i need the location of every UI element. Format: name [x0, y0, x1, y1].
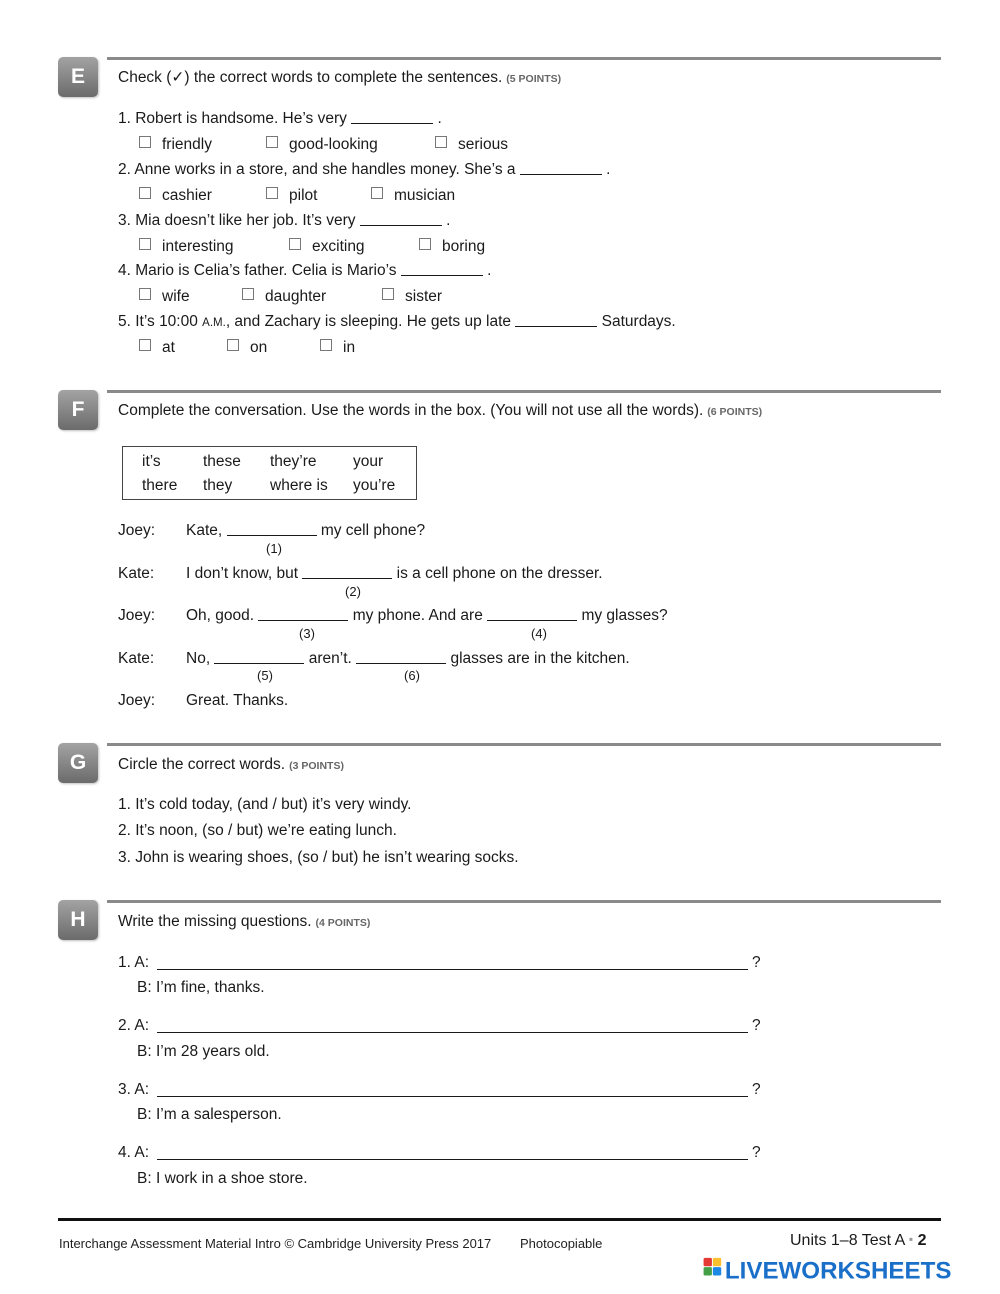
word-box-item: they’re — [270, 453, 317, 470]
word-box-item: it’s — [142, 453, 161, 470]
checkbox[interactable] — [289, 238, 301, 250]
points-label: (3 POINTS) — [289, 760, 344, 772]
answer-blank — [401, 262, 483, 276]
question-end: . — [446, 212, 451, 229]
option-interesting[interactable] — [139, 238, 234, 256]
speech-text: Oh, good. — [186, 607, 255, 624]
section-g-badge: G — [58, 743, 98, 783]
points-label: (4 POINTS) — [315, 917, 371, 929]
footer-rule — [58, 1218, 941, 1221]
speaker-label: Joey: — [118, 692, 156, 709]
question-mark: ? — [752, 1081, 761, 1098]
question-end: . — [437, 110, 442, 127]
checkbox[interactable] — [139, 238, 151, 250]
speaker-label: Kate: — [118, 565, 155, 582]
answer-blank — [360, 212, 442, 226]
option-wife[interactable] — [139, 288, 190, 306]
checkbox[interactable] — [371, 187, 383, 199]
question-end: Saturdays. — [601, 313, 676, 330]
speech-text: I don’t know, but — [186, 565, 299, 582]
question-mark: ? — [752, 954, 761, 971]
option-label: musician — [394, 187, 456, 204]
word-box-item: where is — [270, 477, 328, 494]
checkbox[interactable] — [266, 187, 278, 199]
option-on[interactable] — [227, 339, 267, 357]
option-friendly[interactable] — [139, 136, 212, 154]
section-h-rule — [107, 900, 941, 903]
option-serious[interactable] — [435, 136, 508, 154]
answer-blank-1[interactable] — [227, 522, 317, 536]
section-f-rule — [107, 390, 941, 393]
liveworksheets-logo — [693, 1256, 989, 1282]
photocopiable-text: Photocopiable — [520, 1236, 603, 1251]
section-g-rule — [107, 743, 941, 746]
question-text: , and Zachary is sleeping. He gets up late — [225, 313, 512, 330]
conversation-line-2 — [186, 565, 603, 583]
speech-text: Kate, — [186, 522, 223, 539]
answer-line-2[interactable] — [157, 1032, 748, 1033]
question-text: 2. Anne works in a store, and she handles money. She’s a — [118, 161, 516, 178]
word-box-item: there — [142, 477, 178, 494]
answer-blank-4[interactable] — [487, 607, 577, 621]
answer-blank-6[interactable] — [356, 650, 446, 664]
question-text: 4. Mario is Celia’s father. Celia is Mario’s — [118, 262, 397, 279]
blank-number: (5) — [257, 668, 273, 683]
section-g-instruction — [118, 756, 344, 774]
question-end: . — [606, 161, 611, 178]
option-label: on — [250, 339, 268, 356]
answer-b-4: B: I work in a shoe store. — [137, 1170, 308, 1187]
conversation-line-4 — [186, 650, 630, 668]
points-label: (5 POINTS) — [506, 73, 562, 85]
checkbox[interactable] — [139, 187, 151, 199]
option-daughter[interactable] — [242, 288, 326, 306]
answer-blank-3[interactable] — [258, 607, 348, 621]
section-f-instruction — [118, 402, 762, 420]
conversation-line-5: Great. Thanks. — [186, 692, 289, 709]
speech-text: my cell phone? — [320, 522, 426, 539]
logo-square-2 — [713, 1258, 721, 1266]
checkbox[interactable] — [242, 288, 254, 300]
answer-blank — [351, 110, 433, 124]
bullet-icon: ▪ — [908, 1232, 914, 1246]
conversation-line-1 — [186, 522, 425, 540]
instruction-text: Complete the conversation. Use the words in the box. (You will not use all the words). — [118, 402, 704, 419]
question-label: 3. A: — [118, 1081, 150, 1098]
section-h-badge: H — [58, 900, 98, 940]
question-text: 5. It’s 10:00 — [118, 313, 198, 330]
circle-item-2[interactable]: 2. It’s noon, (so / but) we’re eating lunch. — [118, 822, 397, 839]
option-boring[interactable] — [419, 238, 485, 256]
speaker-label: Joey: — [118, 607, 156, 624]
option-label: at — [162, 339, 175, 356]
speaker-label: Joey: — [118, 522, 156, 539]
speech-text: is a cell phone on the dresser. — [396, 565, 603, 582]
answer-line-1[interactable] — [157, 969, 748, 970]
speech-text: my glasses? — [581, 607, 668, 624]
checkbox[interactable] — [435, 136, 447, 148]
speaker-label: Kate: — [118, 650, 155, 667]
blank-number: (4) — [531, 626, 547, 641]
answer-blank-5[interactable] — [214, 650, 304, 664]
blank-number: (3) — [299, 626, 315, 641]
option-in[interactable] — [320, 339, 355, 357]
option-label: exciting — [312, 238, 365, 255]
circle-item-3[interactable]: 3. John is wearing shoes, (so / but) he isn’t wearing socks. — [118, 849, 519, 866]
option-label: in — [343, 339, 356, 356]
page-number: 2 — [917, 1232, 927, 1249]
question-label: 4. A: — [118, 1144, 150, 1161]
question-text: 3. Mia doesn’t like her job. It’s very — [118, 212, 356, 229]
am-label: A.M. — [202, 317, 226, 329]
option-label: good-looking — [289, 136, 378, 153]
answer-blank — [520, 161, 602, 175]
option-label: cashier — [162, 187, 212, 204]
answer-blank — [515, 313, 597, 327]
copyright-text: Interchange Assessment Material Intro © Cambridge University Press 2017 — [59, 1236, 492, 1251]
question-5 — [118, 313, 676, 331]
section-e-instruction — [118, 68, 561, 87]
option-sister[interactable] — [382, 288, 442, 306]
question-2 — [118, 161, 610, 179]
question-label: 2. A: — [118, 1017, 150, 1034]
checkbox[interactable] — [227, 339, 239, 351]
blank-number: (6) — [404, 668, 420, 683]
word-box-item: these — [203, 453, 241, 470]
instruction-text: Write the missing questions. — [118, 913, 312, 930]
option-good-looking[interactable] — [266, 136, 378, 154]
answer-line-4[interactable] — [157, 1159, 748, 1160]
logo-square-3 — [704, 1267, 712, 1275]
logo-square-4 — [713, 1267, 721, 1275]
option-musician[interactable] — [371, 187, 455, 205]
question-mark: ? — [752, 1144, 761, 1161]
word-box-item: you’re — [353, 477, 396, 494]
answer-line-3[interactable] — [157, 1096, 748, 1097]
speech-text: No, — [186, 650, 211, 667]
question-4 — [118, 262, 491, 280]
blank-number: (2) — [345, 584, 361, 599]
answer-blank-2[interactable] — [302, 565, 392, 579]
question-label: 1. A: — [118, 954, 150, 971]
question-end: . — [487, 262, 492, 279]
checkbox[interactable] — [139, 339, 151, 351]
option-pilot[interactable] — [266, 187, 317, 205]
answer-b-1: B: I’m fine, thanks. — [137, 979, 265, 996]
word-box-item: they — [203, 477, 233, 494]
speech-text: glasses are in the kitchen. — [450, 650, 630, 667]
checkbox[interactable] — [320, 339, 332, 351]
section-h-instruction — [118, 913, 370, 931]
option-label: friendly — [162, 136, 212, 153]
word-box-item: your — [353, 453, 384, 470]
question-3 — [118, 212, 450, 230]
checkbox[interactable] — [139, 288, 151, 300]
option-at[interactable] — [139, 339, 175, 357]
logo-square-1 — [704, 1258, 712, 1266]
option-cashier[interactable] — [139, 187, 212, 205]
option-label: wife — [162, 288, 190, 305]
instruction-text: Check (✓) the correct words to complete the sentences. — [118, 69, 503, 86]
section-f-badge: F — [58, 390, 98, 430]
section-e-rule — [107, 57, 941, 60]
circle-item-1[interactable]: 1. It’s cold today, (and / but) it’s very windy. — [118, 796, 412, 813]
option-label: daughter — [265, 288, 327, 305]
checkbox[interactable] — [139, 136, 151, 148]
question-mark: ? — [752, 1017, 761, 1034]
answer-b-2: B: I’m 28 years old. — [137, 1043, 270, 1060]
question-text: 1. Robert is handsome. He’s very — [118, 110, 347, 127]
option-label: boring — [442, 238, 486, 255]
section-e-badge: E — [58, 57, 98, 97]
test-label — [790, 1232, 927, 1250]
option-label: sister — [405, 288, 443, 305]
option-exciting[interactable] — [289, 238, 365, 256]
option-label: interesting — [162, 238, 234, 255]
instruction-text: Circle the correct words. — [118, 756, 286, 773]
question-1 — [118, 110, 442, 128]
test-label-text: Units 1–8 Test A — [790, 1232, 905, 1249]
speech-text: aren’t. — [308, 650, 352, 667]
checkbox[interactable] — [419, 238, 431, 250]
option-label: pilot — [289, 187, 318, 204]
points-label: (6 POINTS) — [707, 406, 763, 418]
blank-number: (1) — [266, 541, 282, 556]
speech-text: my phone. And are — [352, 607, 483, 624]
checkbox[interactable] — [382, 288, 394, 300]
checkbox[interactable] — [266, 136, 278, 148]
option-label: serious — [458, 136, 508, 153]
logo-text: LIVEWORKSHEETS — [724, 1257, 952, 1282]
answer-b-3: B: I’m a salesperson. — [137, 1106, 282, 1123]
conversation-line-3 — [186, 607, 668, 625]
